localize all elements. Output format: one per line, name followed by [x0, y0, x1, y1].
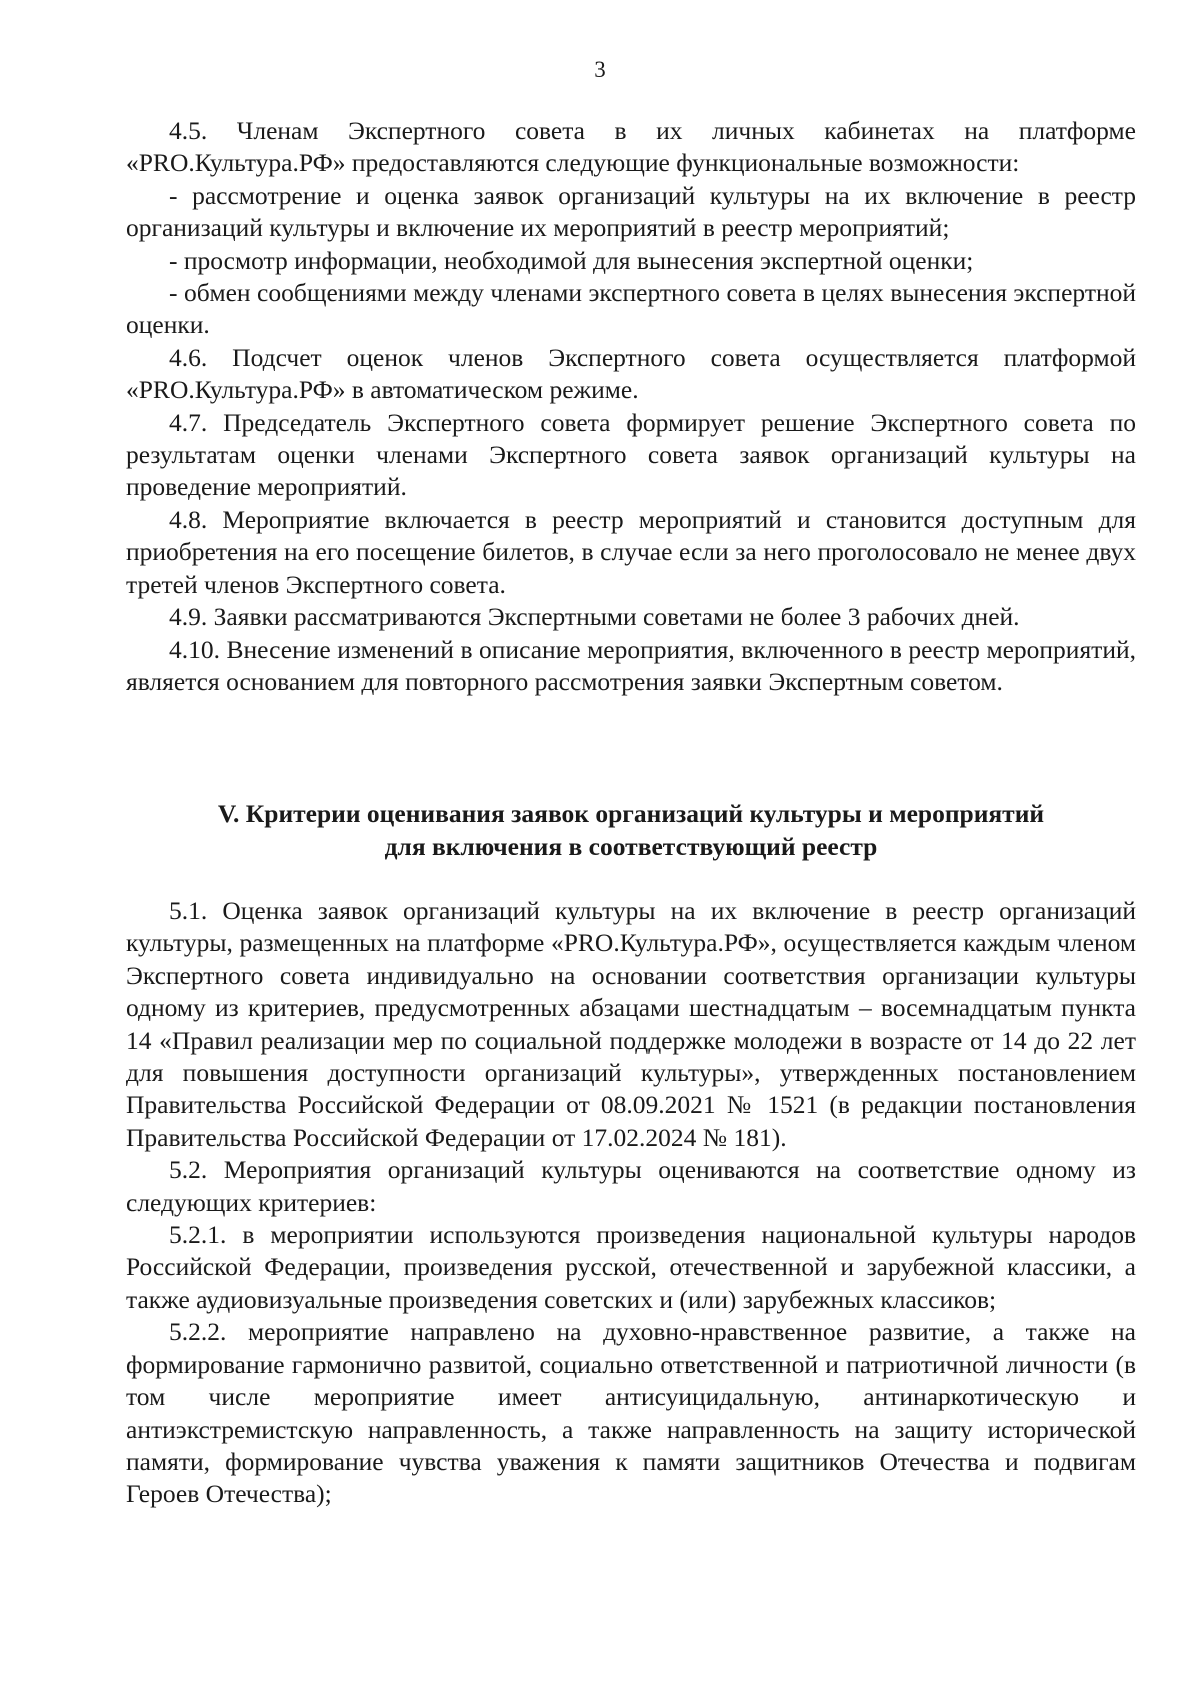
paragraph-5-2-2: 5.2.2. мероприятие направлено на духовно-нравственное развитие, а также на формирование гармонично развитой, социально ответственной и патриотичной личности (в том числе мероприятие имеет антисуицидальную, антинаркотическую и антиэкстремистскую направленность, а также направленность на защиту исторической памяти, формирование чувства уважения к памяти защитников Отечества и подвигам Героев Отечества);: [126, 1317, 1136, 1509]
list-item-view-information: - просмотр информации, необходимой для вынесения экспертной оценки;: [169, 245, 974, 275]
paragraph-5-1: 5.1. Оценка заявок организаций культуры на их включение в реестр организаций культуры, размещенных на платформе «PRO.Культура.РФ», осуществляется каждым членом Экспертного совета индивидуально на основании соответствия организации культуры одному из критериев, предусмотренных абзацами шестнадцатым – восемнадцатым пункта 14 «Правил реализации мер по социальной поддержке молодежи в возрасте от 14 до 22 лет для повышения доступности организаций культуры», утвержденных постановлением Правительства Российской Федерации от 08.09.2021 № 1521 (в редакции постановления Правительства Российской Федерации от 17.02.2024 № 181).: [126, 896, 1136, 1152]
paragraph-4-5: 4.5. Членам Экспертного совета в их личных кабинетах на платформе «PRO.Культура.РФ» предоставляются следующие функциональные возможности:: [126, 116, 1136, 178]
paragraph-5-2-1: 5.2.1. в мероприятии используются произведения национальной культуры народов Российской Федерации, произведения русской, отечественной и зарубежной классики, а также аудиовизуальные произведения советских и (или) зарубежных классиков;: [126, 1220, 1136, 1314]
section-4-body: [126, 115, 1136, 698]
page-number: 3: [594, 57, 606, 82]
paragraph-4-10: 4.10. Внесение изменений в описание мероприятия, включенного в реестр мероприятий, является основанием для повторного рассмотрения заявки Экспертным советом.: [126, 634, 1136, 696]
paragraph-4-6: 4.6. Подсчет оценок членов Экспертного совета осуществляется платформой «PRO.Культура.РФ» в автоматическом режиме.: [126, 342, 1136, 405]
paragraph-4-7: 4.7. Председатель Экспертного совета формирует решение Экспертного совета по результатам оценки членами Экспертного совета заявок организаций культуры на проведение мероприятий.: [126, 407, 1136, 502]
section-5-body: [126, 895, 1136, 1511]
section-5-heading: [126, 797, 1136, 863]
paragraph-4-8: 4.8. Мероприятие включается в реестр мероприятий и становится доступным для приобретения на его посещение билетов, в случае если за него проголосовало не менее двух третей членов Экспертного совета.: [126, 504, 1136, 599]
paragraph-5-2: 5.2. Мероприятия организаций культуры оцениваются на соответствие одному из следующих критериев:: [126, 1155, 1136, 1217]
paragraph-4-9: 4.9. Заявки рассматриваются Экспертными советами не более 3 рабочих дней.: [169, 602, 1020, 632]
section-5-heading-line-2: для включения в соответствующий реестр: [384, 832, 878, 861]
list-item-exchange-messages: - обмен сообщениями между членами экспертного совета в целях вынесения экспертной оценки.: [126, 278, 1136, 340]
list-item-review-applications: - рассмотрение и оценка заявок организаций культуры на их включение в реестр организаций культуры и включение их мероприятий в реестр мероприятий;: [126, 180, 1136, 243]
section-5-heading-line-1: V. Критерии оценивания заявок организаций культуры и мероприятий: [217, 799, 1045, 828]
